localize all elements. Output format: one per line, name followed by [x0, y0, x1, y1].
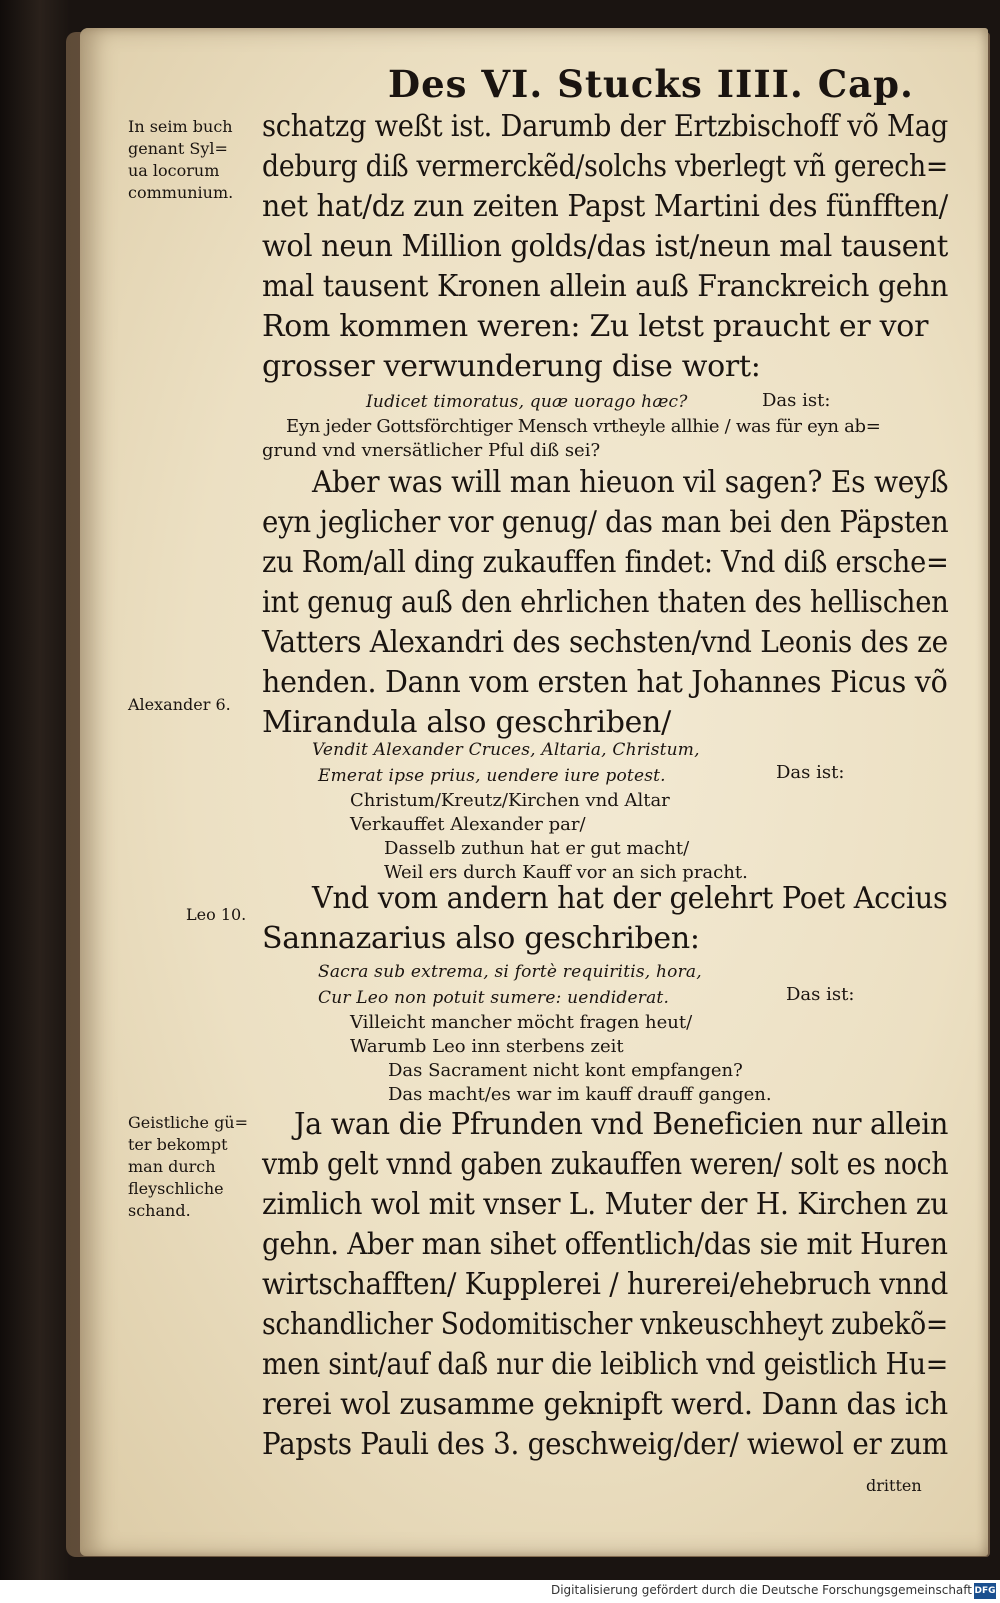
latin-quote-line: Sacra sub extrema, si fortè requiritis, hora, [318, 962, 702, 982]
body-line: wol neun Million golds/das ist/neun mal tausent [262, 229, 948, 264]
body-line: deburg diß vermerckẽd/solchs vberlegt vñ gerech= [262, 149, 949, 184]
margin-note-line: communium. [128, 183, 234, 202]
margin-note-line: genant Syl= [128, 139, 228, 158]
latin-quote-line: Iudicet timoratus, quæ uorago hæc? [366, 392, 688, 412]
body-line: Sannazarius also geschriben: [262, 921, 700, 956]
dfg-logo: DFG [974, 1583, 996, 1599]
margin-note: Leo 10. [186, 905, 247, 924]
book-page [80, 28, 988, 1556]
body-line: rerei wol zusamme geknipft werd. Dann das ich [262, 1387, 948, 1422]
latin-quote-line: Vendit Alexander Cruces, Altaria, Christum, [312, 740, 700, 760]
body-line: zimlich wol mit vnser L. Muter der H. Kirchen zu [262, 1187, 949, 1222]
body-line: Aber was will man hieuon vil sagen? Es weyß [312, 465, 949, 500]
margin-note-line: man durch [128, 1157, 216, 1176]
body-line: Vnd vom andern hat der gelehrt Poet Accius [312, 881, 948, 916]
margin-note: Alexander 6. [128, 695, 231, 714]
body-line: Mirandula also geschriben/ [262, 705, 671, 740]
body-line: int genug auß den ehrlichen thaten des hellischen [262, 585, 949, 620]
german-verse-line: Christum/Kreutz/Kirchen vnd Altar [350, 790, 670, 811]
german-quote-line: Eyn jeder Gottsförchtiger Mensch vrtheyle allhie / was für eyn ab= [286, 416, 881, 437]
margin-note-line: fleyschliche [128, 1179, 224, 1198]
body-line: gehn. Aber man sihet offentlich/das sie mit Huren [262, 1227, 948, 1262]
footer-attribution: Digitalisierung gefördert durch die Deutsche Forschungsgemeinschaft [550, 1583, 972, 1597]
german-verse-line: Das Sacrament nicht kont empfangen? [388, 1060, 743, 1081]
body-line: men sint/auf daß nur die leiblich vnd geistlich Hu= [262, 1347, 949, 1382]
body-line: eyn jeglicher vor genug/ das man bei den Päpsten [262, 505, 949, 540]
das-ist-label: Das ist: [786, 984, 855, 1005]
german-verse-line: Warumb Leo inn sterbens zeit [350, 1036, 624, 1057]
body-line: Papsts Pauli des 3. geschweig/der/ wiewol er zum [262, 1427, 948, 1462]
body-line: zu Rom/all ding zukauffen findet: Vnd diß ersche= [262, 545, 949, 580]
digitization-footer [0, 1580, 1000, 1603]
running-head: Des VI. Stucks IIII. Cap. [388, 62, 914, 106]
margin-note-line: In seim buch [128, 117, 233, 136]
das-ist-label: Das ist: [776, 762, 845, 783]
das-ist-label: Das ist: [762, 390, 831, 411]
body-line: mal tausent Kronen allein auß Franckreich gehn [262, 269, 949, 304]
catchword: dritten [866, 1476, 922, 1495]
body-line: grosser verwunderung dise wort: [262, 349, 761, 384]
german-quote-line: grund vnd vnersätlicher Pful diß sei? [262, 440, 601, 461]
body-line: Ja wan die Pfrunden vnd Beneficien nur allein [294, 1107, 949, 1142]
latin-quote-line: Cur Leo non potuit sumere: uendiderat. [318, 988, 670, 1008]
body-line: net hat/dz zun zeiten Papst Martini des fünfften/ [262, 189, 948, 224]
body-line: Vatters Alexandri des sechsten/vnd Leonis des ze [262, 625, 948, 660]
body-line: wirtschafften/ Kupplerei / hurerei/ehebruch vnnd [262, 1267, 948, 1302]
body-line: Rom kommen weren: Zu letst praucht er vor [262, 309, 929, 344]
body-line: henden. Dann vom ersten hat Johannes Picus võ [262, 665, 948, 700]
german-verse-line: Das macht/es war im kauff drauff gangen. [388, 1084, 772, 1105]
margin-note-line: schand. [128, 1201, 191, 1220]
german-verse-line: Weil ers durch Kauff vor an sich pracht. [384, 862, 748, 883]
margin-note-line: Geistliche gü= [128, 1113, 249, 1132]
body-line: schatzg weßt ist. Darumb der Ertzbischoff võ Mag [262, 109, 948, 144]
german-verse-line: Villeicht mancher möcht fragen heut/ [350, 1012, 693, 1033]
margin-note-line: ua locorum [128, 161, 220, 180]
german-verse-line: Dasselb zuthun hat er gut macht/ [384, 838, 690, 859]
body-line: schandlicher Sodomitischer vnkeuschheyt zubekõ= [262, 1307, 948, 1342]
german-verse-line: Verkauffet Alexander par/ [350, 814, 586, 835]
body-line: vmb gelt vnnd gaben zukauffen weren/ solt es noch [262, 1147, 949, 1182]
latin-quote-line: Emerat ipse prius, uendere iure potest. [318, 766, 666, 786]
margin-note-line: ter bekompt [128, 1135, 228, 1154]
